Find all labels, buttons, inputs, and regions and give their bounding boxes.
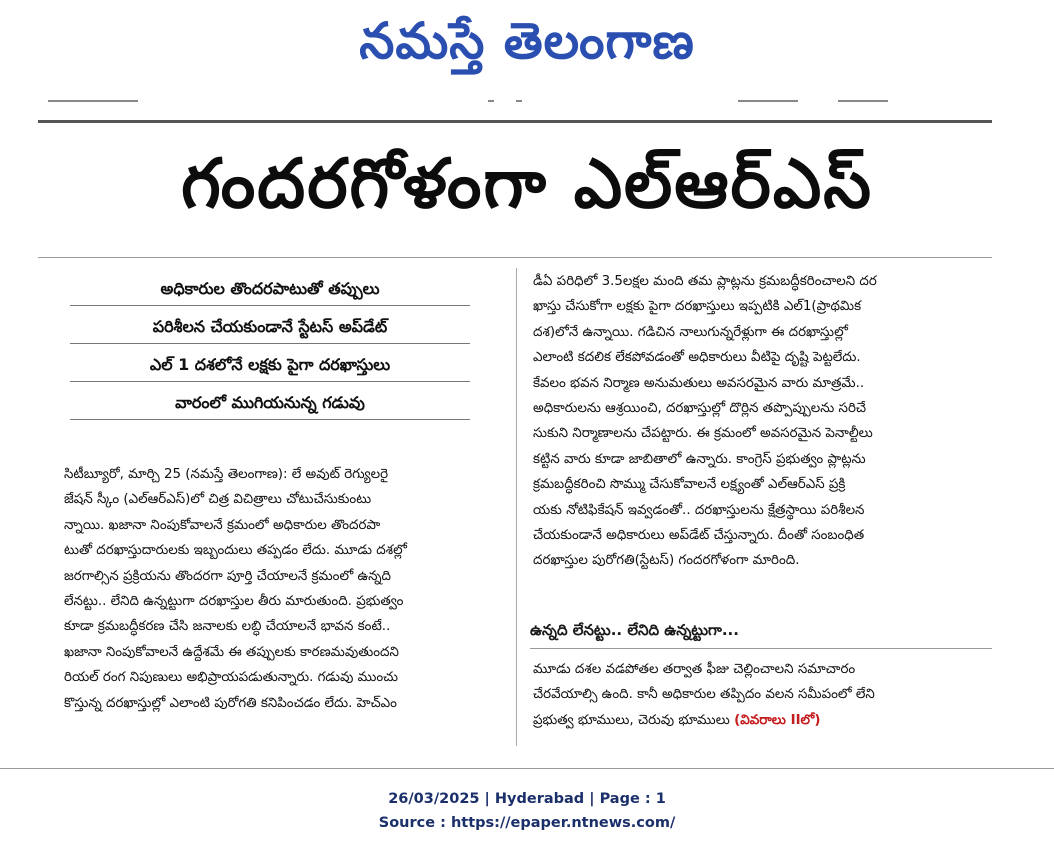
footer-source-link[interactable]: Source : https://epaper.ntnews.com/	[378, 815, 676, 831]
text-line: ఖజానా నింపుకోవాలనే ఉద్దేశమే ఈ తప్పులకు కారణమవుతుందని	[64, 644, 399, 660]
headline: గందరగోళంగా ఎల్ఆర్ఎస్	[181, 145, 873, 224]
left-column-text	[64, 462, 508, 716]
top-divider-band	[38, 96, 992, 110]
footer-rule	[0, 768, 1054, 769]
crosshead: ఉన్నది లేనట్టు.. లేనిది ఉన్నట్టుగా...	[530, 621, 739, 639]
text-line: యకు నోటిఫికేషన్ ఇవ్వడంతో.. దరఖాస్తులను క్షేత్రస్థాయి పరిశీలన	[533, 502, 865, 518]
text-line: సుకుని నిర్మాణాలను చేపట్టారు. ఈ క్రమంలో అవసరమైన పెనాల్టీలు	[533, 426, 873, 442]
continued-on-page-reference[interactable]: (వివరాలు IIలో)	[734, 712, 821, 728]
text-line: డీఏ పరిధిలో 3.5లక్షల మంది తమ ప్లాట్లను క్రమబద్ధీకరించాలని దర	[533, 274, 877, 289]
header-rule	[38, 120, 992, 123]
text-line: కేవలం భవన నిర్మాణ అనుమతులు అవసరమైన వారు మాత్రమే..	[533, 375, 865, 391]
column-divider	[516, 268, 517, 746]
text-line: చేయకుండానే అధికారులు అప్‌డేట్ చేస్తున్నారు. దీంతో సంబంధిత	[533, 527, 865, 543]
footer-date-page: 26/03/2025 | Hyderabad | Page : 1	[388, 791, 666, 807]
text-line: క్రమబద్ధీకరించి సొమ్ము చేసుకోవాలనే లక్ష్యంతో ఎల్ఆర్ఎస్ ప్రక్రి	[533, 477, 846, 493]
subhead: పరిశీలన చేయకుండానే స్టేటస్ అప్‌డేట్	[70, 310, 470, 344]
text-line: న్నాయి. ఖజానా నింపుకోవాలనే క్రమంలో అధికారుల తొందరపా	[64, 517, 381, 533]
text-line: జేషన్ స్కీం (ఎల్ఆర్ఎస్)లో చిత్ర విచిత్రాలు చోటుచేసుకుంటు	[64, 492, 372, 508]
right-column-continuation	[533, 657, 993, 733]
subhead: ఎల్ 1 దశలోనే లక్షకు పైగా దరఖాస్తులు	[70, 348, 470, 382]
text-line: దరఖాస్తుల పురోగతి(స్టేటస్) గందరగోళంగా మారింది.	[533, 553, 800, 569]
crosshead-rule	[530, 648, 992, 649]
subhead: అధికారుల తొందరపాటుతో తప్పులు	[70, 272, 470, 306]
text-line: టుతో దరఖాస్తుదారులకు ఇబ్బందులు తప్పడం లేదు. మూడు దశల్లో	[64, 543, 407, 559]
text-line: దశ)లోనే ఉన్నాయి. గడిచిన నాలుగున్నరేళ్లుగా ఈ దరఖాస్తుల్లో	[533, 324, 848, 340]
footer	[0, 787, 1054, 835]
text-line: కూడా క్రమబద్ధీకరణ చేసి జనాలకు లబ్ధి చేయాలనే భావన కంటే..	[64, 619, 391, 635]
headline-rule	[38, 257, 992, 258]
text-line: అధికారులను ఆశ్రయించి, దరఖాస్తుల్లో దొర్లిన తప్పొప్పులను సరిచే	[533, 400, 867, 416]
text-line: కొస్తున్న దరఖాస్తుల్లో ఎలాంటి పురోగతి కనిపించడం లేదు. హెచ్ఎం	[64, 695, 397, 711]
text-line: ఎలాంటి కదలిక లేకపోవడంతో అధికారులు వీటిపై దృష్టి పెట్టలేదు.	[533, 350, 861, 366]
text-line: చేరవేయాల్సి ఉంది. కానీ అధికారుల తప్పిదం వలన సమీపంలో లేని	[533, 687, 875, 703]
text-line-last	[533, 708, 993, 733]
right-column-text	[533, 269, 993, 574]
text-line: ఖాస్తు చేసుకోగా లక్షకు పైగా దరఖాస్తులు ఇప్పటికి ఎల్1(ప్రాథమిక	[533, 299, 862, 315]
masthead-logo: నమస్తే తెలంగాణ	[359, 11, 695, 70]
last-line-text: ప్రభుత్వ భూములు, చెరువు భూములు	[533, 712, 730, 728]
text-line: రియల్ రంగ నిపుణులు అభిప్రాయపడుతున్నారు. గడువు ముంచు	[64, 670, 398, 686]
text-line: లేనట్టు.. లేనిది ఉన్నట్టుగా దరఖాస్తుల తీరు మారుతుంది. ప్రభుత్వం	[64, 593, 404, 609]
text-line: కట్టిన వారు కూడా జాబితాలో ఉన్నారు. కాంగ్రెస్ ప్రభుత్వం ప్లాట్లను	[533, 451, 866, 467]
text-line: సిటీబ్యూరో, మార్చి 25 (నమస్తే తెలంగాణ): లే అవుట్ రెగ్యులరై	[64, 467, 389, 482]
text-line: జరగాల్సిన ప్రక్రియను తొందరగా పూర్తి చేయాలనే క్రమంలో ఉన్నది	[64, 568, 391, 584]
subhead: వారంలో ముగియనున్న గడువు	[70, 386, 470, 420]
text-line: మూడు దశల వడపోతల తర్వాత ఫీజు చెల్లించాలని సమాచారం	[533, 662, 856, 677]
subheads-block	[70, 270, 470, 424]
